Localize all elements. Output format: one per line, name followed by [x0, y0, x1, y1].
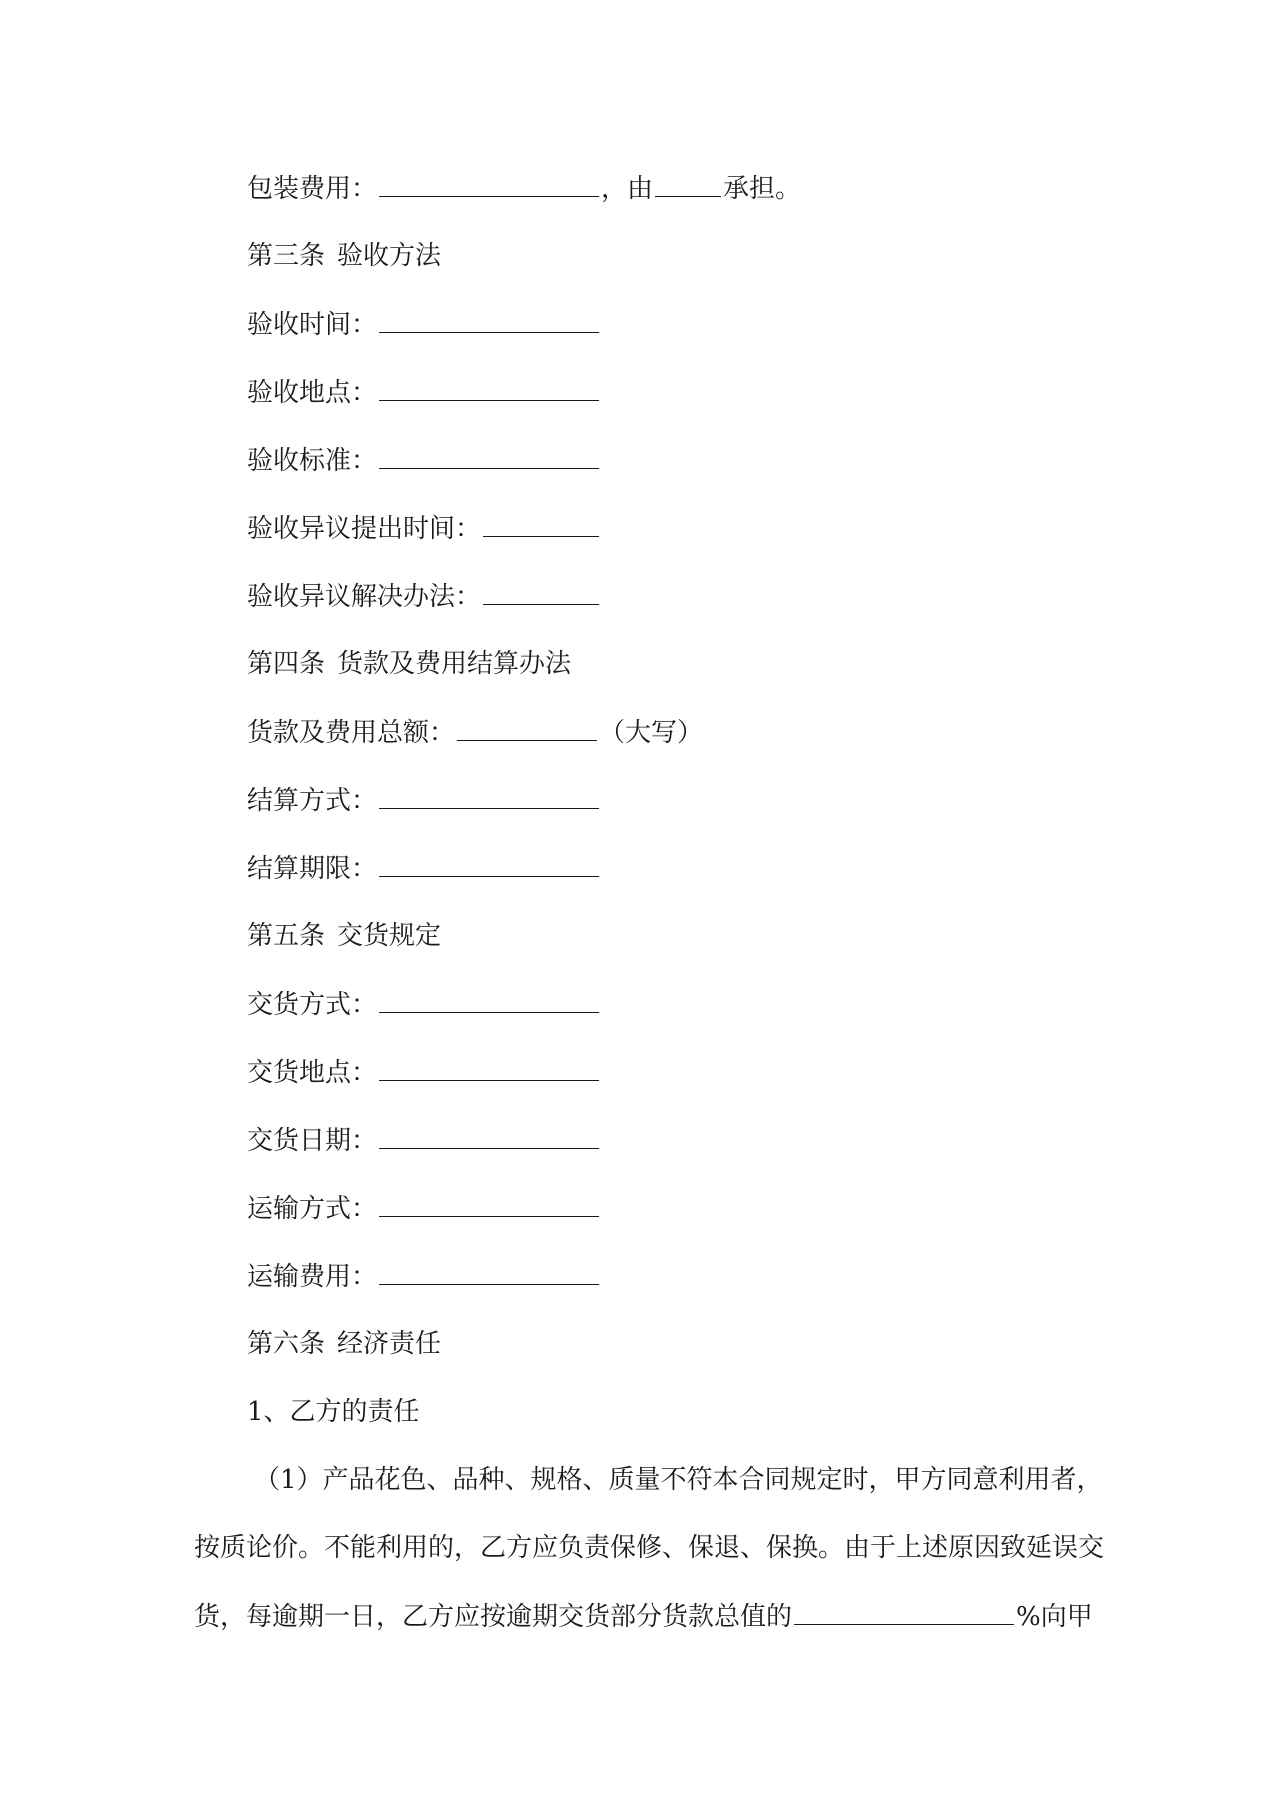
section-title: 1、乙方的责任 [247, 1397, 420, 1427]
packaging-bearer-blank[interactable] [655, 170, 721, 197]
delivery-method-blank[interactable] [379, 986, 599, 1013]
article4-number: 第四条 [247, 649, 326, 679]
field-label: 验收标准： [247, 446, 378, 476]
article6-heading [247, 1326, 441, 1362]
article6-number: 第六条 [247, 1329, 326, 1359]
clause-text: 货，每逾期一日，乙方应按逾期交货部分货款总值的 [194, 1602, 793, 1632]
field-label: 验收异议提出时间： [247, 514, 482, 544]
packaging-fee-blank[interactable] [379, 170, 599, 197]
field-label: 运输费用： [247, 1262, 378, 1292]
packaging-fee-middle: ，由 [601, 174, 654, 204]
settlement-method-blank[interactable] [379, 782, 599, 809]
inspection-place-line [247, 374, 601, 411]
clause1-line2 [194, 1530, 1105, 1566]
field-label: 交货方式： [247, 990, 378, 1020]
field-label: 运输方式： [247, 1194, 378, 1224]
transport-method-blank[interactable] [379, 1190, 599, 1217]
article5-number: 第五条 [247, 921, 326, 951]
article3-number: 第三条 [247, 241, 326, 271]
total-amount-suffix: （大写） [599, 718, 704, 748]
field-label: 验收异议解决办法： [247, 582, 482, 612]
delivery-method-line [247, 986, 601, 1023]
field-label: 交货日期： [247, 1126, 378, 1156]
field-label: 交货地点： [247, 1058, 378, 1088]
clause-text-end: %向甲 [1016, 1602, 1093, 1632]
objection-resolution-blank[interactable] [483, 578, 599, 605]
packaging-fee-end: 承担。 [723, 174, 802, 204]
packaging-fee-line [247, 170, 801, 207]
objection-time-line [247, 510, 601, 547]
article4-heading [247, 646, 571, 682]
clause1-line1 [194, 1462, 1154, 1498]
delivery-place-line [247, 1054, 601, 1091]
field-label: 验收时间： [247, 310, 378, 340]
inspection-place-blank[interactable] [379, 374, 599, 401]
inspection-standard-line [247, 442, 601, 479]
delivery-place-blank[interactable] [379, 1054, 599, 1081]
settlement-method-line [247, 782, 601, 819]
clause1-line3 [194, 1598, 1094, 1635]
penalty-percent-blank[interactable] [794, 1598, 1014, 1625]
article5-title: 交货规定 [337, 921, 442, 951]
transport-fee-line [247, 1258, 601, 1295]
inspection-time-blank[interactable] [379, 306, 599, 333]
total-amount-label: 货款及费用总额： [247, 718, 456, 748]
transport-method-line [247, 1190, 601, 1227]
article3-heading [247, 238, 441, 274]
objection-resolution-line [247, 578, 601, 615]
transport-fee-blank[interactable] [379, 1258, 599, 1285]
settlement-period-blank[interactable] [379, 850, 599, 877]
article4-title: 货款及费用结算办法 [337, 649, 572, 679]
clause-text: 按质论价。不能利用的，乙方应负责保修、保退、保换。由于上述原因致延误交 [194, 1533, 1105, 1563]
delivery-date-line [247, 1122, 601, 1159]
settlement-period-line [247, 850, 601, 887]
packaging-fee-label: 包装费用： [247, 174, 378, 204]
inspection-time-line [247, 306, 601, 343]
objection-time-blank[interactable] [483, 510, 599, 537]
total-amount-line [247, 714, 703, 751]
party-b-responsibility-heading [247, 1394, 420, 1430]
field-label: 结算方式： [247, 786, 378, 816]
delivery-date-blank[interactable] [379, 1122, 599, 1149]
field-label: 结算期限： [247, 854, 378, 884]
total-amount-blank[interactable] [457, 714, 597, 741]
article3-title: 验收方法 [337, 241, 442, 271]
field-label: 验收地点： [247, 378, 378, 408]
article6-title: 经济责任 [337, 1329, 442, 1359]
inspection-standard-blank[interactable] [379, 442, 599, 469]
clause-text: （1）产品花色、品种、规格、质量不符本合同规定时，甲方同意利用者， [254, 1465, 1103, 1495]
article5-heading [247, 918, 441, 954]
